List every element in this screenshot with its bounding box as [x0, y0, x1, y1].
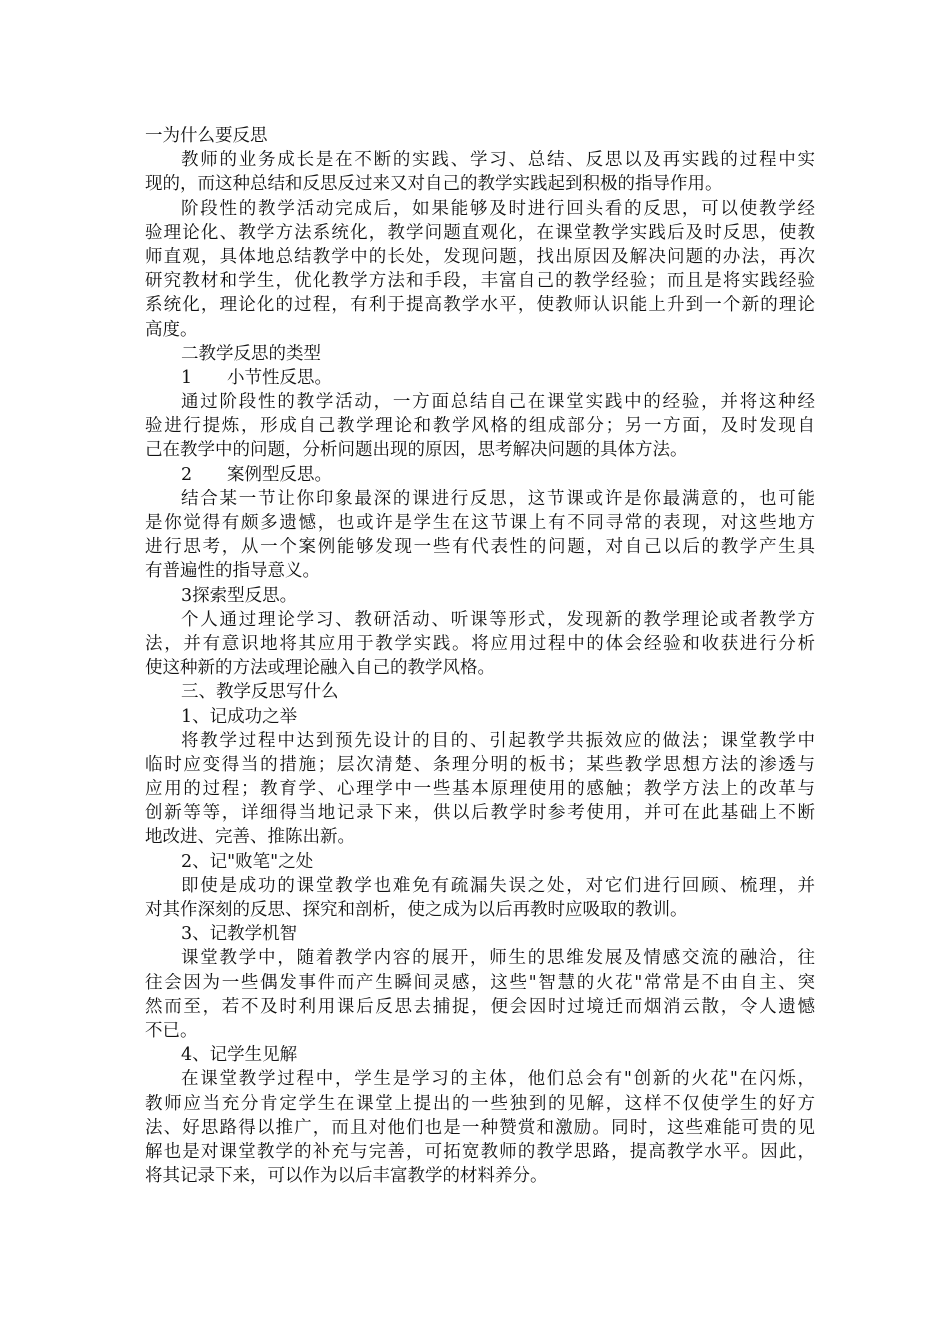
paragraph-line: 将教学过程中达到预先设计的目的、引起教学共振效应的做法；课堂教学中 — [181, 730, 815, 751]
subsection-number: 2 — [181, 464, 193, 485]
paragraph-line: 己在教学中的问题，分析问题出现的原因，思考解决问题的具体方法。 — [145, 440, 688, 461]
paragraph-line: 进行思考，从一个案例能够发现一些有代表性的问题，对自己以后的教学产生具 — [145, 537, 815, 558]
paragraph-line: 在课堂教学过程中，学生是学习的主体，他们总会有"创新的火花"在闪烁， — [181, 1069, 815, 1090]
paragraph-line: 解也是对课堂教学的补充与完善，可拓宽教师的教学思路，提高教学水平。因此， — [145, 1141, 815, 1162]
section-heading: 二教学反思的类型 — [181, 343, 321, 364]
paragraph-line: 验理论化、教学方法系统化，教学问题直观化，在课堂教学实践后及时反思，使教 — [145, 222, 815, 243]
paragraph-line: 是你觉得有颇多遗憾，也或许是学生在这节课上有不同寻常的表现，对这些地方 — [145, 513, 815, 533]
paragraph-line: 师直观，具体地总结教学中的长处，发现问题，找出原因及解决问题的办法，再次 — [145, 246, 815, 267]
subsection-heading: 1、记成功之举 — [181, 706, 298, 727]
paragraph-line: 通过阶段性的教学活动，一方面总结自己在课堂实践中的经验，并将这种经 — [181, 392, 815, 413]
paragraph-line: 应用的过程；教育学、心理学中一些基本原理使用的感触；教学方法上的改革与 — [145, 779, 815, 800]
paragraph-line: 研究教材和学生，优化教学方法和手段，丰富自己的教学经验；而且是将实践经验 — [145, 271, 815, 292]
paragraph-line: 系统化，理论化的过程，有利于提高教学水平，使教师认识能上升到一个新的理论 — [145, 295, 815, 316]
paragraph-line: 地改进、完善、推陈出新。 — [145, 827, 355, 848]
paragraph-line: 有普遍性的指导意义。 — [145, 561, 320, 582]
subsection-number: 1 — [181, 367, 193, 388]
subsection-label: 案例型反思。 — [227, 464, 332, 485]
paragraph-line: 对其作深刻的反思、探究和剖析，使之成为以后再教时应吸取的教训。 — [145, 900, 688, 920]
subsection-label: 小节性反思。 — [227, 367, 332, 388]
paragraph-line: 教师的业务成长是在不断的实践、学习、总结、反思以及再实践的过程中实 — [181, 150, 815, 171]
paragraph-line: 阶段性的教学活动完成后，如果能够及时进行回头看的反思，可以使教学经 — [181, 198, 815, 219]
paragraph-line: 法、好思路得以推广，而且对他们也是一种赞赏和激励。同时，这些难能可贵的见 — [145, 1117, 815, 1138]
paragraph-line: 验进行提炼，形成自己教学理论和教学风格的组成部分；另一方面，及时发现自 — [145, 416, 815, 437]
paragraph-line: 法，并有意识地将其应用于教学实践。将应用过程中的体会经验和收获进行分析 — [145, 633, 815, 654]
subsection-heading: 2、记"败笔"之处 — [181, 851, 314, 872]
paragraph-line: 创新等等，详细得当地记录下来，供以后教学时参考使用，并可在此基础上不断 — [145, 803, 815, 824]
subsection-heading — [145, 366, 815, 390]
paragraph-line: 将其记录下来，可以作为以后丰富教学的材料养分。 — [145, 1166, 548, 1187]
paragraph-line: 不已。 — [145, 1020, 198, 1041]
subsection-heading — [145, 463, 815, 487]
subsection-heading: 3探索型反思。 — [181, 585, 298, 606]
paragraph-line: 然而至，若不及时利用课后反思去捕捉，便会因时过境迁而烟消云散，令人遗憾 — [145, 996, 815, 1017]
paragraph-line: 现的，而这种总结和反思反过来又对自己的教学实践起到积极的指导作用。 — [145, 174, 723, 195]
subsection-heading: 3、记教学机智 — [181, 924, 298, 945]
paragraph-line: 即使是成功的课堂教学也难免有疏漏失误之处，对它们进行回顾、梳理，并 — [181, 875, 815, 896]
section-title: 一为什么要反思 — [145, 126, 268, 146]
subsection-heading: 4、记学生见解 — [181, 1045, 298, 1066]
document-page — [145, 124, 815, 1188]
paragraph-line: 往会因为一些偶发事件而产生瞬间灵感，这些"智慧的火花"常常是不由自主、突 — [145, 972, 815, 993]
paragraph-line: 使这种新的方法或理论融入自己的教学风格。 — [145, 658, 495, 679]
paragraph-line: 教师应当充分肯定学生在课堂上提出的一些独到的见解，这样不仅使学生的好方 — [145, 1093, 815, 1114]
paragraph-line: 高度。 — [145, 319, 198, 340]
paragraph-line: 个人通过理论学习、教研活动、听课等形式，发现新的教学理论或者教学方 — [181, 609, 815, 630]
paragraph-line: 结合某一节让你印象最深的课进行反思，这节课或许是你最满意的，也可能 — [181, 488, 815, 509]
paragraph-line: 课堂教学中，随着教学内容的展开，师生的思维发展及情感交流的融洽，往 — [181, 948, 815, 969]
section-heading: 三、教学反思写什么 — [181, 682, 339, 703]
paragraph-line: 临时应变得当的措施；层次清楚、条理分明的板书；某些教学思想方法的渗透与 — [145, 754, 815, 775]
